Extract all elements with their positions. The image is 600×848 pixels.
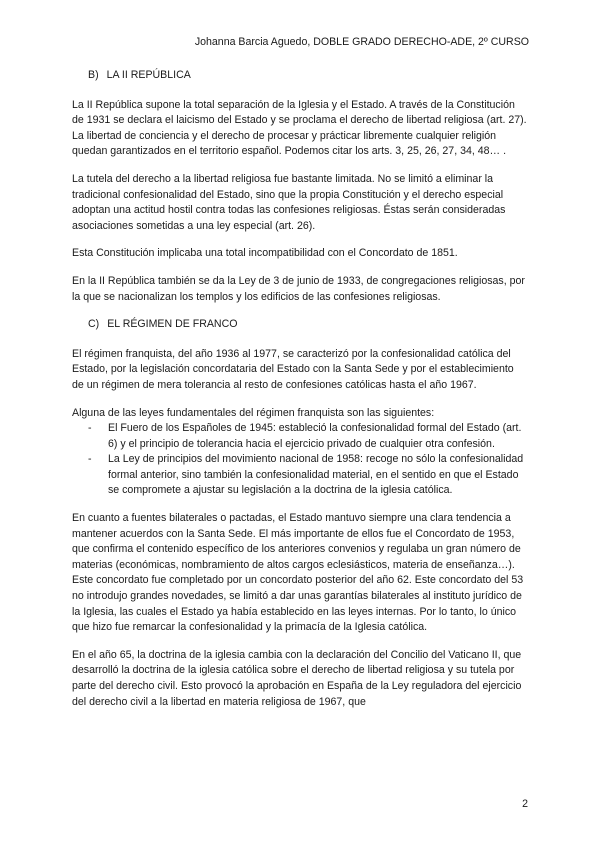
section-title: EL RÉGIMEN DE FRANCO [107, 318, 238, 331]
law-list [72, 421, 528, 499]
section-heading-regimen-franco [88, 317, 528, 333]
paragraph: En cuanto a fuentes bilaterales o pactadas, el Estado mantuvo siempre una clara tendencia a mantener acuerdos con la Santa Sede. El más importante de ellos fue el Concordato de 1953, que confirma el contenido específico de los anteriores convenios y regulaba un gran número de materias (económicas, nombramiento de altos cargos eclesiásticos, materia de enseñanza…). Este concordato fue completado por un concordato posterior del año 62. Este concordato del 53 no introdujo grandes novedades, se limitó a dar unas garantías bilaterales al instituto jurídico de la Iglesia, las cuales el Estado ya había establecido en las leyes internas. Por lo tanto, lo único que hizo fue remarcar la confesionalidad y la primacía de la Iglesia católica. [72, 512, 524, 634]
list-item: - La Ley de principios del movimiento nacional de 1958: recoge no sólo la confesionalidad formal anterior, sino también la confesionalidad material, en el sentido en que el Estado se compromete a ajustar su legislación a la doctrina de la iglesia católica. [88, 452, 528, 499]
paragraph: En la II República también se da la Ley de 3 de junio de 1933, de congregaciones religiosas, por la que se nacionalizan los templos y los edificios de las confesiones religiosas. [72, 274, 525, 303]
list-item: - El Fuero de los Españoles de 1945: estableció la confesionalidad formal del Estado (art. 6) y el principio de tolerancia hacia el ejercicio privado de cualquier otra confesión. [88, 421, 528, 452]
section-letter: B) [88, 69, 99, 81]
section-heading-ii-republica [88, 68, 528, 84]
page-header: Johanna Barcia Aguedo, DOBLE GRADO DERECHO-ADE, 2º CURSO [194, 36, 529, 48]
paragraph: En el año 65, la doctrina de la iglesia cambia con la declaración del Concilio del Vaticano II, que desarrolló la doctrina de la iglesia católica sobre el derecho de libertad religiosa y su tutela por parte del derecho civil. Esto provocó la aprobación en España de la Ley reguladora del ejercicio del derecho civil a la libertad en materia religiosa de 1967, que [72, 648, 522, 708]
paragraph: La tutela del derecho a la libertad religiosa fue bastante limitada. No se limitó a eliminar la tradicional confesionalidad del Estado, sino que la propia Constitución y el derecho especial adoptan una actitud hostil contra todas las confesiones religiosas. Éstas serán consideradas asociaciones sometidas a una ley especial (art. 26). [72, 172, 506, 232]
document-body [72, 68, 528, 722]
list-intro: Alguna de las leyes fundamentales del régimen franquista son las siguientes: [72, 406, 435, 419]
paragraph: La II República supone la total separación de la Iglesia y el Estado. A través de la Constitución de 1931 se declara el laicismo del Estado y se proclama el derecho de libertad religiosa (art. 27). La libertad de conciencia y el derecho de procesar y prácticar libremente cualquier religión quedan garantizados en el territorio español. Podemos citar los arts. 3, 25, 26, 27, 34, 48… . [72, 98, 527, 158]
paragraph: Esta Constitución implicaba una total incompatibilidad con el Concordato de 1851. [72, 247, 458, 260]
section-letter: C) [88, 318, 100, 331]
page-number: 2 [522, 798, 528, 810]
paragraph: El régimen franquista, del año 1936 al 1977, se caracterizó por la confesionalidad católica del Estado, por la legislación concordataria del Estado con la Santa Sede y por el establecimiento de un régimen de mera tolerancia al resto de confesiones católicas hasta el año 1967. [72, 347, 514, 391]
section-title: LA II REPÚBLICA [106, 69, 191, 81]
